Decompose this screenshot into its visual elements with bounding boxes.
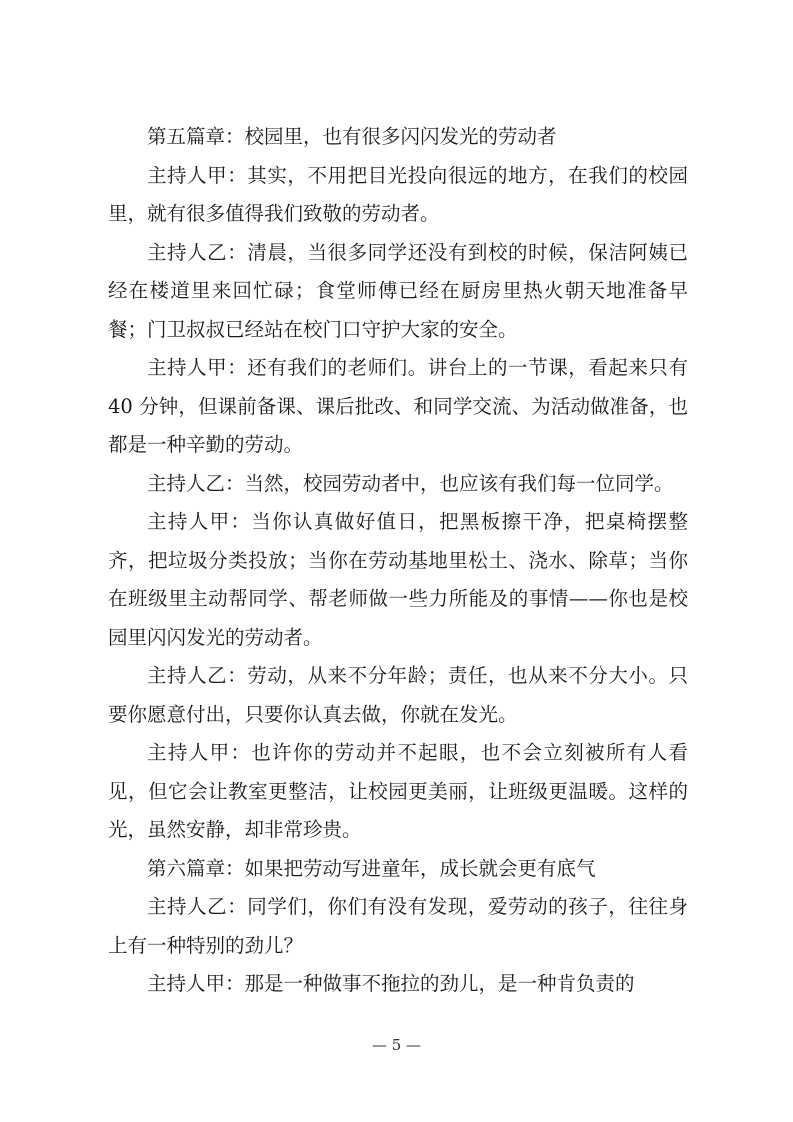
section-heading-6: 第六篇章：如果把劳动写进童年，成长就会更有底气 — [147, 856, 596, 880]
dialogue-paragraph: 主持人甲：当你认真做好值日，把黑板擦干净，把桌椅摆整齐，把垃圾分类投放；当你在劳动基地里松土、浇水、除草；当你在班级里主动帮同学、帮老师做一些力所能及的事情——你也是校园里闪闪发光的劳动者。 — [108, 510, 688, 649]
dialogue-paragraph: 主持人甲：那是一种做事不拖拉的劲儿，是一种肯负责的 — [147, 972, 635, 995]
dialogue-paragraph: 主持人乙：清晨，当很多同学还没有到校的时候，保洁阿姨已经在楼道里来回忙碌；食堂师傅已经在厨房里热火朝天地准备早餐；门卫叔叔已经站在校门口守护大家的安全。 — [108, 240, 688, 341]
dialogue-paragraph: 主持人甲：还有我们的老师们。讲台上的一节课，看起来只有 40 分钟，但课前备课、课后批改、和同学交流、为活动做准备，也都是一种辛勤的劳动。 — [108, 356, 688, 456]
document-body — [108, 118, 688, 1004]
dialogue-paragraph: 主持人乙：当然，校园劳动者中，也应该有我们每一位同学。 — [147, 471, 674, 495]
dialogue-paragraph: 主持人乙：同学们，你们有没有发现，爱劳动的孩子，往往身上有一种特别的劲儿？ — [108, 895, 688, 957]
dialogue-paragraph: 主持人甲：其实，不用把目光投向很远的地方，在我们的校园里，就有很多值得我们致敬的劳动者。 — [108, 163, 688, 225]
dialogue-paragraph: 主持人乙：劳动，从来不分年龄；责任，也从来不分大小。只要你愿意付出，只要你认真去做，你就在发光。 — [108, 664, 688, 726]
dialogue-paragraph: 主持人甲：也许你的劳动并不起眼，也不会立刻被所有人看见，但它会让教室更整洁，让校园更美丽，让班级更温暖。这样的光，虽然安静，却非常珍贵。 — [108, 741, 688, 841]
section-heading-5: 第五篇章：校园里，也有很多闪闪发光的劳动者 — [147, 125, 557, 148]
page-number: — 5 — — [371, 1036, 422, 1054]
